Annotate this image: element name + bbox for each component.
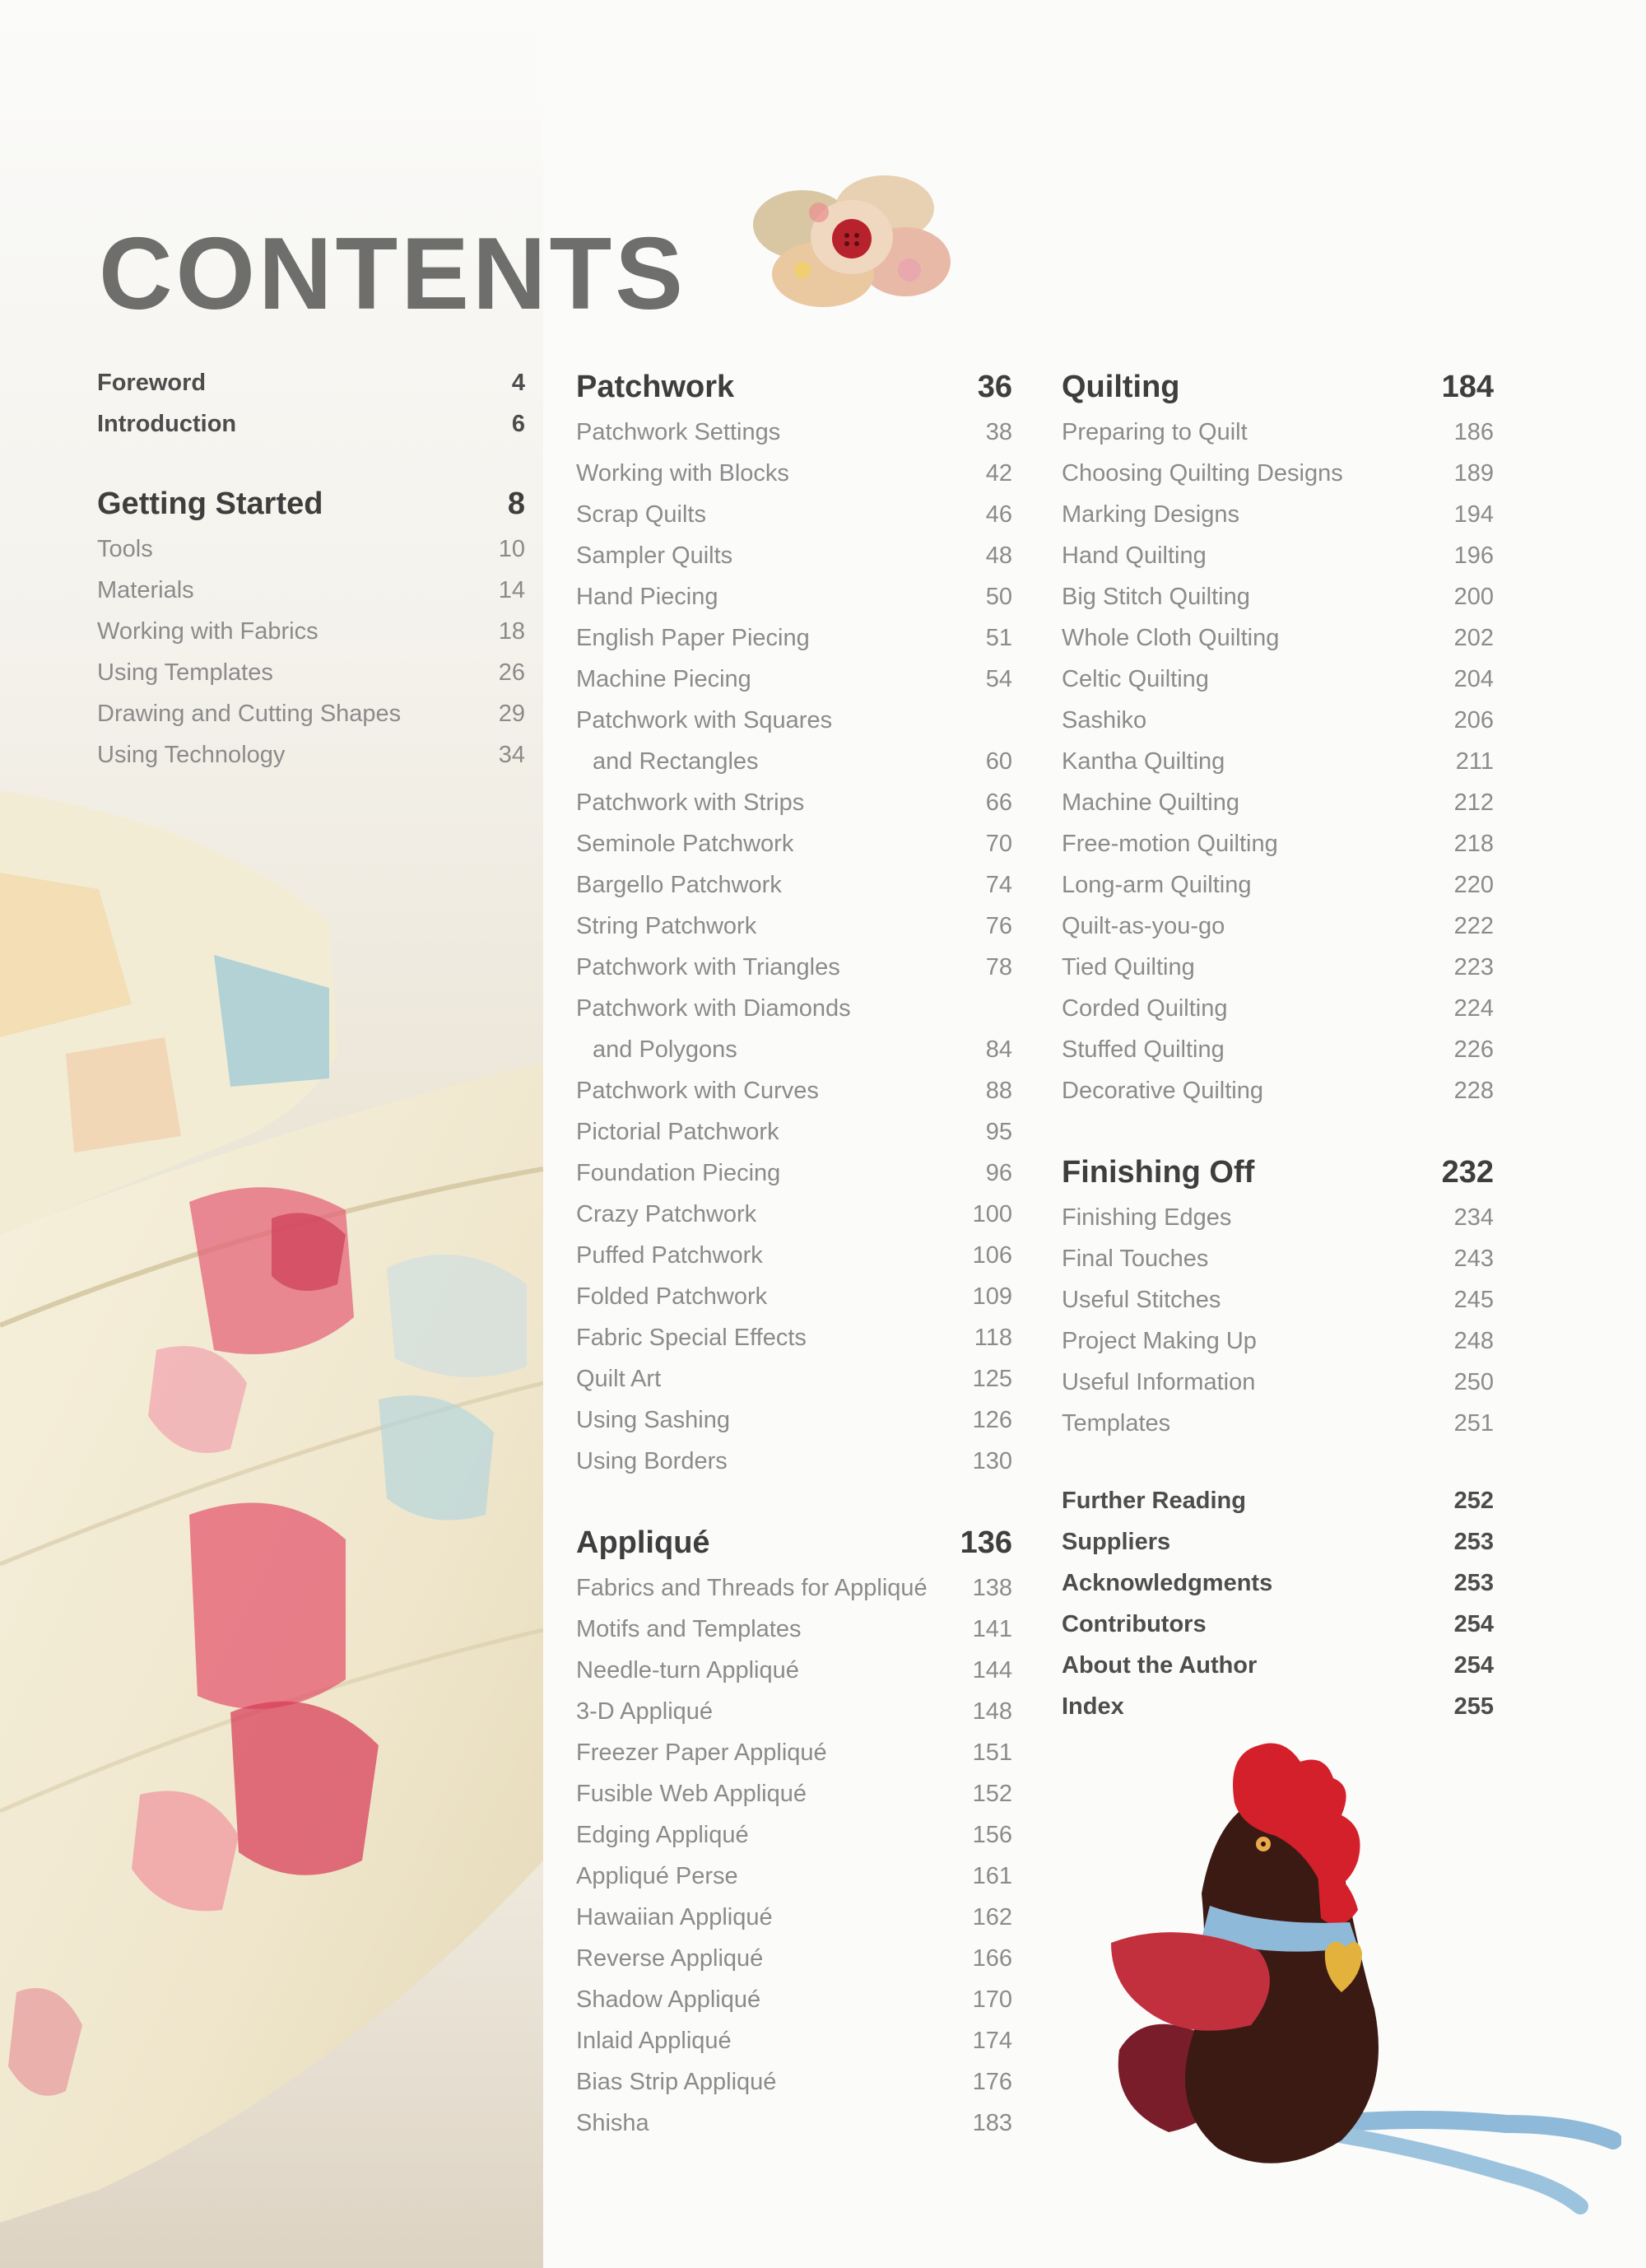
entry-page: 254 [1453,1611,1494,1637]
toc-entry[interactable] [1062,741,1494,782]
toc-entry[interactable] [1062,1521,1494,1562]
toc-entry[interactable] [576,1399,1012,1441]
toc-entry[interactable] [97,652,525,693]
toc-entry[interactable] [576,1235,1012,1276]
entry-title: Machine Piecing [576,666,751,692]
entry-title: Tools [97,536,153,562]
entry-page: 194 [1453,501,1494,528]
toc-entry[interactable] [576,1609,1012,1650]
toc-entry[interactable] [1062,576,1494,617]
entry-page: 126 [972,1407,1012,1433]
yoyo-flower-icon [745,163,959,311]
entry-title: Bargello Patchwork [576,872,782,898]
entry-title: Appliqué Perse [576,1863,738,1889]
toc-entry[interactable] [576,617,1012,659]
entry-page: 26 [498,659,525,686]
toc-entry[interactable] [576,1153,1012,1194]
toc-entry[interactable] [1062,659,1494,700]
entry-page: 125 [972,1366,1012,1392]
entry-page: 196 [1453,543,1494,569]
entry-title: Fusible Web Appliqué [576,1781,807,1807]
toc-entry[interactable] [97,611,525,652]
entry-title: Inlaid Appliqué [576,2028,732,2054]
section-title: Quilting [1062,370,1180,404]
entry-page: 109 [972,1283,1012,1310]
entry-title: Final Touches [1062,1246,1209,1272]
entry-page: 218 [1453,831,1494,857]
toc-entry[interactable] [576,823,1012,864]
section-page: 8 [507,487,525,521]
entry-page: 166 [972,1945,1012,1972]
entry-title: About the Author [1062,1652,1258,1679]
section-page: 184 [1441,370,1494,404]
entry-page: 202 [1453,625,1494,651]
toc-entry[interactable] [1062,1320,1494,1362]
entry-page: 170 [972,1986,1012,2013]
toc-entry[interactable] [1062,823,1494,864]
entry-title: Contributors [1062,1611,1207,1637]
entry-page: 252 [1453,1488,1494,1514]
entry-page: 10 [498,536,525,562]
entry-page: 4 [511,370,525,396]
toc-entry[interactable] [576,1773,1012,1814]
toc-entry[interactable] [1062,412,1494,453]
entry-title: Working with Blocks [576,460,789,487]
entry-page: 88 [985,1078,1012,1104]
entry-page: 204 [1453,666,1494,692]
entry-title: Hand Quilting [1062,543,1207,569]
entry-page: 78 [985,954,1012,980]
entry-title: Further Reading [1062,1488,1246,1514]
toc-entry[interactable] [1062,535,1494,576]
entry-title: Fabrics and Threads for Appliqué [576,1575,928,1601]
entry-title: Whole Cloth Quilting [1062,625,1280,651]
entry-title: Useful Stitches [1062,1287,1221,1313]
entry-page: 248 [1453,1328,1494,1354]
entry-title: Marking Designs [1062,501,1239,528]
toc-column-middle [576,362,1012,2144]
entry-page: 118 [974,1325,1012,1351]
entry-title: Scrap Quilts [576,501,706,528]
toc-entry[interactable] [576,1070,1012,1111]
entry-page: 130 [972,1448,1012,1474]
entry-page: 183 [972,2110,1012,2136]
entry-page: 54 [985,666,1012,692]
entry-page: 156 [972,1822,1012,1848]
toc-entry[interactable] [1062,1279,1494,1320]
toc-entry[interactable] [1062,1197,1494,1238]
entry-title: Reverse Appliqué [576,1945,764,1972]
entry-title: Shisha [576,2110,649,2136]
toc-entry[interactable] [576,1732,1012,1773]
entry-title: Templates [1062,1410,1171,1437]
toc-entry[interactable] [1062,1403,1494,1444]
toc-entry[interactable] [576,864,1012,906]
entry-title: Useful Information [1062,1369,1256,1395]
entry-title: Patchwork with Diamonds [576,995,851,1022]
entry-page: 148 [972,1698,1012,1725]
entry-page: 138 [972,1575,1012,1601]
toc-entry[interactable] [576,1979,1012,2020]
entry-page: 95 [985,1119,1012,1145]
entry-page: 162 [972,1904,1012,1930]
entry-title: Patchwork with Curves [576,1078,819,1104]
toc-entry[interactable] [576,2061,1012,2103]
entry-page: 253 [1453,1570,1494,1596]
entry-title: String Patchwork [576,913,757,939]
toc-entry[interactable] [1062,1238,1494,1279]
fabric-rooster-icon [1078,1737,1621,2231]
entry-title: Acknowledgments [1062,1570,1273,1596]
page-title: CONTENTS [99,217,686,331]
entry-page: 174 [972,2028,1012,2054]
toc-entry[interactable] [576,947,1012,988]
toc-entry[interactable] [1062,700,1494,741]
toc-entry[interactable] [1062,1686,1494,1727]
entry-page: 255 [1453,1693,1494,1720]
entry-title: Working with Fabrics [97,618,319,645]
section-page: 136 [960,1525,1012,1560]
entry-title: Long-arm Quilting [1062,872,1252,898]
entry-page: 34 [498,742,525,768]
toc-entry[interactable] [576,1276,1012,1317]
section-page: 36 [977,370,1012,404]
entry-page: 51 [985,625,1012,651]
entry-page: 151 [972,1739,1012,1766]
toc-entry[interactable] [1062,906,1494,947]
entry-title: Choosing Quilting Designs [1062,460,1343,487]
entry-title: Tied Quilting [1062,954,1195,980]
entry-title: English Paper Piecing [576,625,810,651]
entry-page: 18 [498,618,525,645]
toc-entry[interactable] [576,2103,1012,2144]
entry-page: 200 [1453,584,1494,610]
entry-page: 254 [1453,1652,1494,1679]
entry-page: 212 [1453,789,1494,816]
section-page: 232 [1441,1155,1494,1190]
entry-page: 76 [985,913,1012,939]
entry-title: Free-motion Quilting [1062,831,1278,857]
entry-page: 161 [972,1863,1012,1889]
section-title: Patchwork [576,370,735,404]
toc-entry[interactable] [576,700,1012,741]
toc-entry[interactable] [576,453,1012,494]
toc-entry[interactable] [576,659,1012,700]
entry-page: 66 [985,789,1012,816]
entry-title: Patchwork with Triangles [576,954,840,980]
entry-title: Foreword [97,370,207,396]
entry-title: Drawing and Cutting Shapes [97,701,402,727]
toc-entry[interactable] [576,412,1012,453]
entry-page: 250 [1453,1369,1494,1395]
entry-title: Folded Patchwork [576,1283,768,1310]
toc-entry[interactable] [576,1814,1012,1856]
toc-entry[interactable] [576,1650,1012,1691]
entry-title: Hand Piecing [576,584,718,610]
toc-entry[interactable] [576,1938,1012,1979]
entry-title: Sashiko [1062,707,1147,733]
entry-title: Decorative Quilting [1062,1078,1263,1104]
entry-title: Materials [97,577,194,603]
entry-page: 224 [1453,995,1494,1022]
entry-title: Using Technology [97,742,286,768]
toc-entry[interactable] [1062,988,1494,1029]
toc-column-right [1062,362,1494,1727]
entry-title: Suppliers [1062,1529,1171,1555]
entry-title: Machine Quilting [1062,789,1239,816]
section-title: Finishing Off [1062,1155,1255,1190]
entry-title: Patchwork with Strips [576,789,805,816]
toc-entry[interactable] [1062,453,1494,494]
toc-entry[interactable] [576,1194,1012,1235]
toc-entry[interactable] [97,693,525,734]
entry-title: Celtic Quilting [1062,666,1209,692]
entry-page: 14 [498,577,525,603]
toc-entry[interactable] [1062,1562,1494,1604]
entry-title: Corded Quilting [1062,995,1228,1022]
toc-entry[interactable] [576,2020,1012,2061]
toc-entry[interactable] [576,988,1012,1029]
entry-page: 144 [972,1657,1012,1684]
entry-title: Sampler Quilts [576,543,733,569]
toc-entry[interactable] [576,1358,1012,1399]
toc-entry[interactable] [1062,1362,1494,1403]
entry-page: 176 [972,2069,1012,2095]
toc-entry[interactable] [1062,617,1494,659]
toc-entry[interactable] [576,782,1012,823]
entry-title: Stuffed Quilting [1062,1036,1225,1063]
section-finishing-off[interactable] [1062,1148,1494,1197]
entry-title: Needle-turn Appliqué [576,1657,799,1684]
entry-title: Freezer Paper Appliqué [576,1739,827,1766]
entry-title: Index [1062,1693,1124,1720]
entry-page: 141 [972,1616,1012,1642]
toc-entry[interactable] [97,570,525,611]
entry-title: Kantha Quilting [1062,748,1225,775]
entry-title: and Rectangles [593,748,759,775]
entry-page: 29 [498,701,525,727]
toc-entry[interactable] [1062,494,1494,535]
entry-page: 60 [985,748,1012,775]
toc-entry[interactable] [1062,1029,1494,1070]
entry-title: Seminole Patchwork [576,831,794,857]
entry-title: Quilt Art [576,1366,662,1392]
entry-title: Crazy Patchwork [576,1201,757,1227]
entry-page: 223 [1453,954,1494,980]
entry-page: 189 [1453,460,1494,487]
toc-entry[interactable] [576,1029,1012,1070]
toc-entry[interactable] [576,1897,1012,1938]
toc-entry[interactable] [1062,1604,1494,1645]
entry-title: Big Stitch Quilting [1062,584,1250,610]
entry-page: 38 [985,419,1012,445]
entry-page: 253 [1453,1529,1494,1555]
entry-title: Pictorial Patchwork [576,1119,779,1145]
toc-entry[interactable] [576,576,1012,617]
toc-entry[interactable] [576,1856,1012,1897]
toc-entry[interactable] [576,906,1012,947]
quilt-photo [0,0,543,2268]
toc-entry[interactable] [576,494,1012,535]
entry-page: 50 [985,584,1012,610]
toc-entry[interactable] [97,529,525,570]
entry-title: Shadow Appliqué [576,1986,761,2013]
entry-page: 74 [985,872,1012,898]
entry-title: Motifs and Templates [576,1616,802,1642]
toc-entry[interactable] [576,535,1012,576]
toc-entry[interactable] [576,1441,1012,1482]
entry-page: 106 [972,1242,1012,1269]
entry-title: Introduction [97,411,237,437]
entry-page: 220 [1453,872,1494,898]
section-title: Appliqué [576,1525,710,1560]
entry-title: Using Templates [97,659,273,686]
entry-page: 96 [985,1160,1012,1186]
section-getting-started[interactable] [97,479,525,529]
toc-entry[interactable] [576,1691,1012,1732]
entry-title: Using Borders [576,1448,728,1474]
toc-entry[interactable] [1062,864,1494,906]
section-title: Getting Started [97,487,323,521]
entry-title: Patchwork with Squares [576,707,833,733]
entry-page: 46 [985,501,1012,528]
toc-entry[interactable] [97,403,525,445]
section-quilting[interactable] [1062,362,1494,412]
entry-page: 211 [1455,748,1494,775]
entry-page: 243 [1453,1246,1494,1272]
toc-entry[interactable] [576,1317,1012,1358]
entry-page: 48 [985,543,1012,569]
section-applique[interactable] [576,1518,1012,1567]
entry-title: Hawaiian Appliqué [576,1904,773,1930]
entry-title: Preparing to Quilt [1062,419,1248,445]
entry-title: Bias Strip Appliqué [576,2069,777,2095]
entry-title: Foundation Piecing [576,1160,781,1186]
section-patchwork[interactable] [576,362,1012,412]
entry-page: 251 [1453,1410,1494,1437]
toc-entry[interactable] [1062,1645,1494,1686]
toc-entry[interactable] [97,734,525,775]
entry-page: 222 [1453,913,1494,939]
entry-title: Edging Appliqué [576,1822,749,1848]
entry-title: Finishing Edges [1062,1204,1232,1231]
entry-title: Patchwork Settings [576,419,781,445]
toc-entry[interactable] [576,741,1012,782]
entry-page: 226 [1453,1036,1494,1063]
entry-title: and Polygons [593,1036,737,1063]
toc-entry[interactable] [576,1567,1012,1609]
entry-page: 234 [1453,1204,1494,1231]
entry-title: Fabric Special Effects [576,1325,807,1351]
toc-entry[interactable] [1062,1070,1494,1111]
entry-title: Project Making Up [1062,1328,1257,1354]
entry-page: 70 [985,831,1012,857]
entry-title: Quilt-as-you-go [1062,913,1225,939]
toc-entry[interactable] [1062,947,1494,988]
entry-page: 186 [1453,419,1494,445]
toc-entry[interactable] [576,1111,1012,1153]
entry-page: 245 [1453,1287,1494,1313]
entry-page: 84 [985,1036,1012,1063]
entry-page: 206 [1453,707,1494,733]
entry-page: 42 [985,460,1012,487]
entry-page: 6 [511,411,525,437]
entry-page: 228 [1453,1078,1494,1104]
toc-column-left [97,362,525,775]
toc-entry[interactable] [1062,782,1494,823]
entry-page: 152 [972,1781,1012,1807]
entry-title: 3-D Appliqué [576,1698,714,1725]
entry-title: Using Sashing [576,1407,730,1433]
toc-entry[interactable] [1062,1480,1494,1521]
entry-page: 100 [972,1201,1012,1227]
toc-entry[interactable] [97,362,525,403]
entry-title: Puffed Patchwork [576,1242,763,1269]
